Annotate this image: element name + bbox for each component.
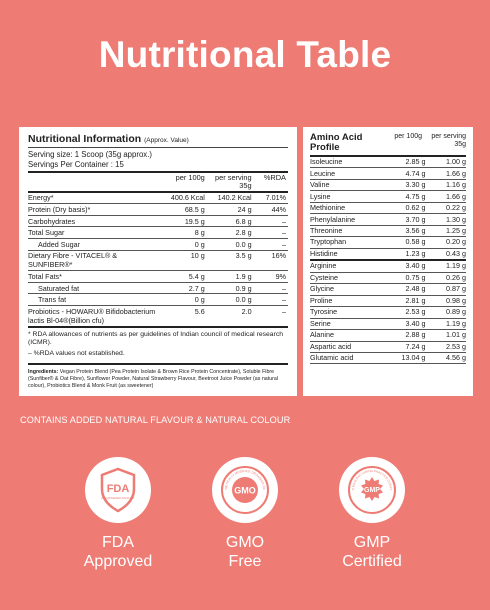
amino-cell-name: Proline	[310, 295, 397, 306]
amino-cell-name: Tyrosine	[310, 307, 397, 318]
amino-cell-perServing: 0.43 g	[425, 248, 466, 260]
amino-cell-name: Lysine	[310, 191, 397, 202]
fda-logo-sub: REGISTERED FACILITY	[101, 496, 135, 500]
amino-cell-name: Leucine	[310, 168, 397, 179]
nutrition-row	[28, 294, 288, 306]
amino-cell-per100: 2.48 g	[397, 284, 425, 295]
nutrition-row	[28, 204, 288, 216]
gmp-logo-sub: D MANUFACTURING PRACTICE COMPL	[350, 468, 394, 491]
gmo-label-line1: GMO	[225, 534, 265, 551]
amino-acid-panel	[303, 127, 473, 396]
amino-heading: Amino Acid Profile	[310, 132, 363, 153]
amino-row	[310, 307, 466, 318]
nutrition-cell-per100: 68.5 g	[163, 204, 205, 216]
gmo-badge-circle	[212, 457, 278, 523]
amino-cell-perServing: 0.89 g	[425, 307, 466, 318]
gmo-logo-text: GMO	[234, 485, 256, 496]
nutrition-cell-per100: 2.7 g	[163, 282, 205, 294]
nutrition-cell-name: Probiotics - HOWARU® Bifidobacterium lactis Bl-04®(Billion cfu)	[28, 305, 163, 326]
nutrition-col-rda: %RDA	[252, 172, 288, 192]
nutrition-cell-name: Total Sugar	[28, 227, 163, 239]
amino-table	[310, 157, 466, 364]
amino-cell-perServing: 1.66 g	[425, 191, 466, 202]
nutrition-cell-rda: 44%	[252, 204, 288, 216]
amino-cell-per100: 4.75 g	[397, 191, 425, 202]
amino-cell-per100: 0.62 g	[397, 202, 425, 213]
nutrition-cell-rda: –	[252, 294, 288, 306]
amino-cell-perServing: 1.01 g	[425, 330, 466, 341]
gmo-logo-sub: NETICALLY MODIFIED ORGANISM FR	[223, 468, 267, 490]
amino-row	[310, 168, 466, 179]
nutrition-cell-rda: –	[252, 305, 288, 326]
amino-cell-name: Alanine	[310, 330, 397, 341]
nutrition-cell-name: Saturated fat	[28, 282, 163, 294]
amino-cell-per100: 3.40 g	[397, 260, 425, 272]
gmp-label	[322, 533, 422, 571]
nutrition-cell-name: Carbohydrates	[28, 215, 163, 227]
nutrition-cell-name: Trans fat	[28, 294, 163, 306]
nutrition-cell-per100: 8 g	[163, 227, 205, 239]
gmo-free-icon	[219, 464, 271, 516]
amino-cell-name: Tryptophan	[310, 237, 397, 248]
nutrition-col-perServing: per serving 35g	[205, 172, 252, 192]
nutrition-cell-perServing: 2.0	[205, 305, 252, 326]
amino-cell-perServing: 1.19 g	[425, 260, 466, 272]
amino-row	[310, 225, 466, 236]
amino-row	[310, 248, 466, 260]
amino-cell-perServing: 0.20 g	[425, 237, 466, 248]
amino-cell-per100: 2.88 g	[397, 330, 425, 341]
nutrition-cell-per100: 0 g	[163, 294, 205, 306]
amino-cell-perServing: 1.16 g	[425, 179, 466, 190]
gmo-label	[195, 533, 295, 571]
nutrition-row	[28, 250, 288, 271]
fda-label	[68, 533, 168, 571]
amino-cell-per100: 4.74 g	[397, 168, 425, 179]
nutrition-table-header	[28, 172, 288, 192]
amino-cell-per100: 3.40 g	[397, 318, 425, 329]
amino-cell-per100: 1.23 g	[397, 248, 425, 260]
nutrition-cell-per100: 0 g	[163, 238, 205, 250]
amino-cell-name: Arginine	[310, 260, 397, 272]
amino-cell-name: Methionine	[310, 202, 397, 213]
amino-row	[310, 330, 466, 341]
amino-col-per100: per 100g	[394, 133, 422, 140]
nutrition-cell-rda: –	[252, 215, 288, 227]
nutrition-heading-text: Nutritional Information	[28, 133, 142, 145]
amino-cell-name: Valine	[310, 179, 397, 190]
fda-label-line1: FDA	[102, 534, 134, 551]
amino-row	[310, 272, 466, 283]
nutrition-cell-per100: 5.6	[163, 305, 205, 326]
gmo-label-line2: Free	[228, 553, 262, 570]
nutrition-row	[28, 271, 288, 283]
amino-cell-perServing: 1.19 g	[425, 318, 466, 329]
amino-row	[310, 214, 466, 225]
amino-cell-perServing: 1.30 g	[425, 214, 466, 225]
amino-cell-per100: 2.81 g	[397, 295, 425, 306]
nutrition-row	[28, 282, 288, 294]
amino-cell-perServing: 1.25 g	[425, 225, 466, 236]
amino-cell-name: Aspartic acid	[310, 341, 397, 352]
nutrition-heading	[28, 133, 288, 147]
amino-cell-per100: 3.30 g	[397, 179, 425, 190]
nutrition-cell-rda: –	[252, 238, 288, 250]
nutrition-cell-per100: 5.4 g	[163, 271, 205, 283]
nutrition-row	[28, 215, 288, 227]
nutrition-panel	[19, 127, 297, 396]
rda-footnote-2: – %RDA values not established.	[28, 350, 125, 358]
nutrition-cell-rda: 9%	[252, 271, 288, 283]
gmp-icon	[346, 464, 398, 516]
amino-cell-name: Glutamic acid	[310, 352, 397, 363]
amino-cell-perServing: 1.00 g	[425, 157, 466, 168]
badge-fda	[68, 457, 168, 571]
contains-note: CONTAINS ADDED NATURAL FLAVOUR & NATURAL COLOUR	[20, 415, 291, 425]
nutrition-row	[28, 227, 288, 239]
nutrition-cell-perServing: 3.5 g	[205, 250, 252, 271]
amino-row	[310, 260, 466, 272]
amino-col-per-serving: per serving 35g	[431, 133, 466, 148]
amino-row	[310, 318, 466, 329]
nutrition-cell-rda: –	[252, 227, 288, 239]
amino-cell-name: Histidine	[310, 248, 397, 260]
nutrition-cell-per100: 19.5 g	[163, 215, 205, 227]
nutrition-col-per100: per 100g	[163, 172, 205, 192]
nutrition-cell-per100: 400.6 Kcal	[163, 192, 205, 204]
amino-cell-per100: 3.70 g	[397, 214, 425, 225]
nutrition-cell-perServing: 24 g	[205, 204, 252, 216]
fda-badge-circle	[85, 457, 151, 523]
fda-icon	[93, 465, 143, 515]
nutrition-cell-rda: 7.01%	[252, 192, 288, 204]
nutrition-table	[28, 171, 288, 328]
gmp-badge-circle	[339, 457, 405, 523]
rda-footnote: * RDA allowances of nutrients as per guidelines of Indian council of medical research (ICMR).	[28, 330, 284, 346]
amino-row	[310, 284, 466, 295]
serving-size: Serving size: 1 Scoop (35g approx.)	[28, 150, 152, 159]
nutrition-cell-perServing: 6.8 g	[205, 215, 252, 227]
amino-cell-perServing: 1.66 g	[425, 168, 466, 179]
badge-gmp	[322, 457, 422, 571]
nutrition-row	[28, 238, 288, 250]
nutrition-cell-perServing: 2.8 g	[205, 227, 252, 239]
amino-row	[310, 295, 466, 306]
amino-row	[310, 191, 466, 202]
amino-cell-per100: 0.58 g	[397, 237, 425, 248]
amino-cell-per100: 2.53 g	[397, 307, 425, 318]
amino-cell-name: Cysteine	[310, 272, 397, 283]
gmp-logo-text: GMP	[364, 487, 380, 494]
page-title: Nutritional Table	[98, 34, 392, 75]
nutrition-col-label	[28, 172, 163, 192]
amino-cell-perServing: 4.56 g	[425, 352, 466, 363]
gmp-label-line1: GMP	[353, 534, 391, 551]
amino-cell-name: Phenylalanine	[310, 214, 397, 225]
amino-cell-per100: 13.04 g	[397, 352, 425, 363]
nutrition-cell-name: Total Fats*	[28, 271, 163, 283]
nutrition-cell-per100: 10 g	[163, 250, 205, 271]
nutrition-cell-perServing: 0.0 g	[205, 294, 252, 306]
amino-cell-per100: 2.85 g	[397, 157, 425, 168]
amino-cell-per100: 3.56 g	[397, 225, 425, 236]
amino-cell-perServing: 0.22 g	[425, 202, 466, 213]
amino-cell-name: Serine	[310, 318, 397, 329]
nutrition-cell-name: Protein (Dry basis)*	[28, 204, 163, 216]
amino-cell-per100: 7.24 g	[397, 341, 425, 352]
amino-cell-perServing: 2.53 g	[425, 341, 466, 352]
badge-gmo	[195, 457, 295, 571]
amino-cell-name: Isoleucine	[310, 157, 397, 168]
nutrition-cell-rda: 16%	[252, 250, 288, 271]
amino-row	[310, 202, 466, 213]
amino-cell-perServing: 0.87 g	[425, 284, 466, 295]
amino-row	[310, 237, 466, 248]
amino-row	[310, 179, 466, 190]
nutrition-cell-perServing: 1.9 g	[205, 271, 252, 283]
amino-cell-name: Threonine	[310, 225, 397, 236]
amino-cell-perServing: 0.26 g	[425, 272, 466, 283]
nutrition-row	[28, 192, 288, 204]
amino-cell-per100: 0.75 g	[397, 272, 425, 283]
gmp-label-line2: Certified	[342, 553, 402, 570]
ingredients-label: Ingredients:	[28, 368, 59, 375]
fda-logo-text: FDA	[106, 483, 130, 495]
nutrition-heading-note: (Approx. Value)	[144, 137, 189, 144]
fda-label-line2: Approved	[83, 553, 153, 570]
nutrition-cell-name: Dietary Fibre - VITACEL® & SUNFIBER®*	[28, 250, 163, 271]
amino-row	[310, 341, 466, 352]
nutrition-cell-name: Added Sugar	[28, 238, 163, 250]
amino-row	[310, 157, 466, 168]
nutrition-cell-perServing: 0.0 g	[205, 238, 252, 250]
nutrition-cell-name: Energy*	[28, 192, 163, 204]
amino-cell-name: Glycine	[310, 284, 397, 295]
amino-header	[310, 133, 466, 157]
nutrition-cell-perServing: 0.9 g	[205, 282, 252, 294]
nutrition-cell-perServing: 140.2 Kcal	[205, 192, 252, 204]
servings-per-container: Servings Per Container : 15	[28, 159, 124, 169]
ingredients	[28, 363, 288, 390]
serving-info	[28, 147, 288, 171]
amino-cell-perServing: 0.98 g	[425, 295, 466, 306]
nutrition-row	[28, 305, 288, 326]
ingredients-text: Vegan Protein Blend (Pea Protein Isolate & Brown Rice Protein Concentrate), Soluble Fibre (Sunfiber® & Oat Fibre), Sunflower Powder, Natural Strawberry Flavour, Beetroot Juice Powder (as natural colour), Probiotics Blend & Monk Fruit (as sweetener)	[28, 368, 279, 389]
nutrition-cell-rda: –	[252, 282, 288, 294]
amino-row	[310, 352, 466, 363]
